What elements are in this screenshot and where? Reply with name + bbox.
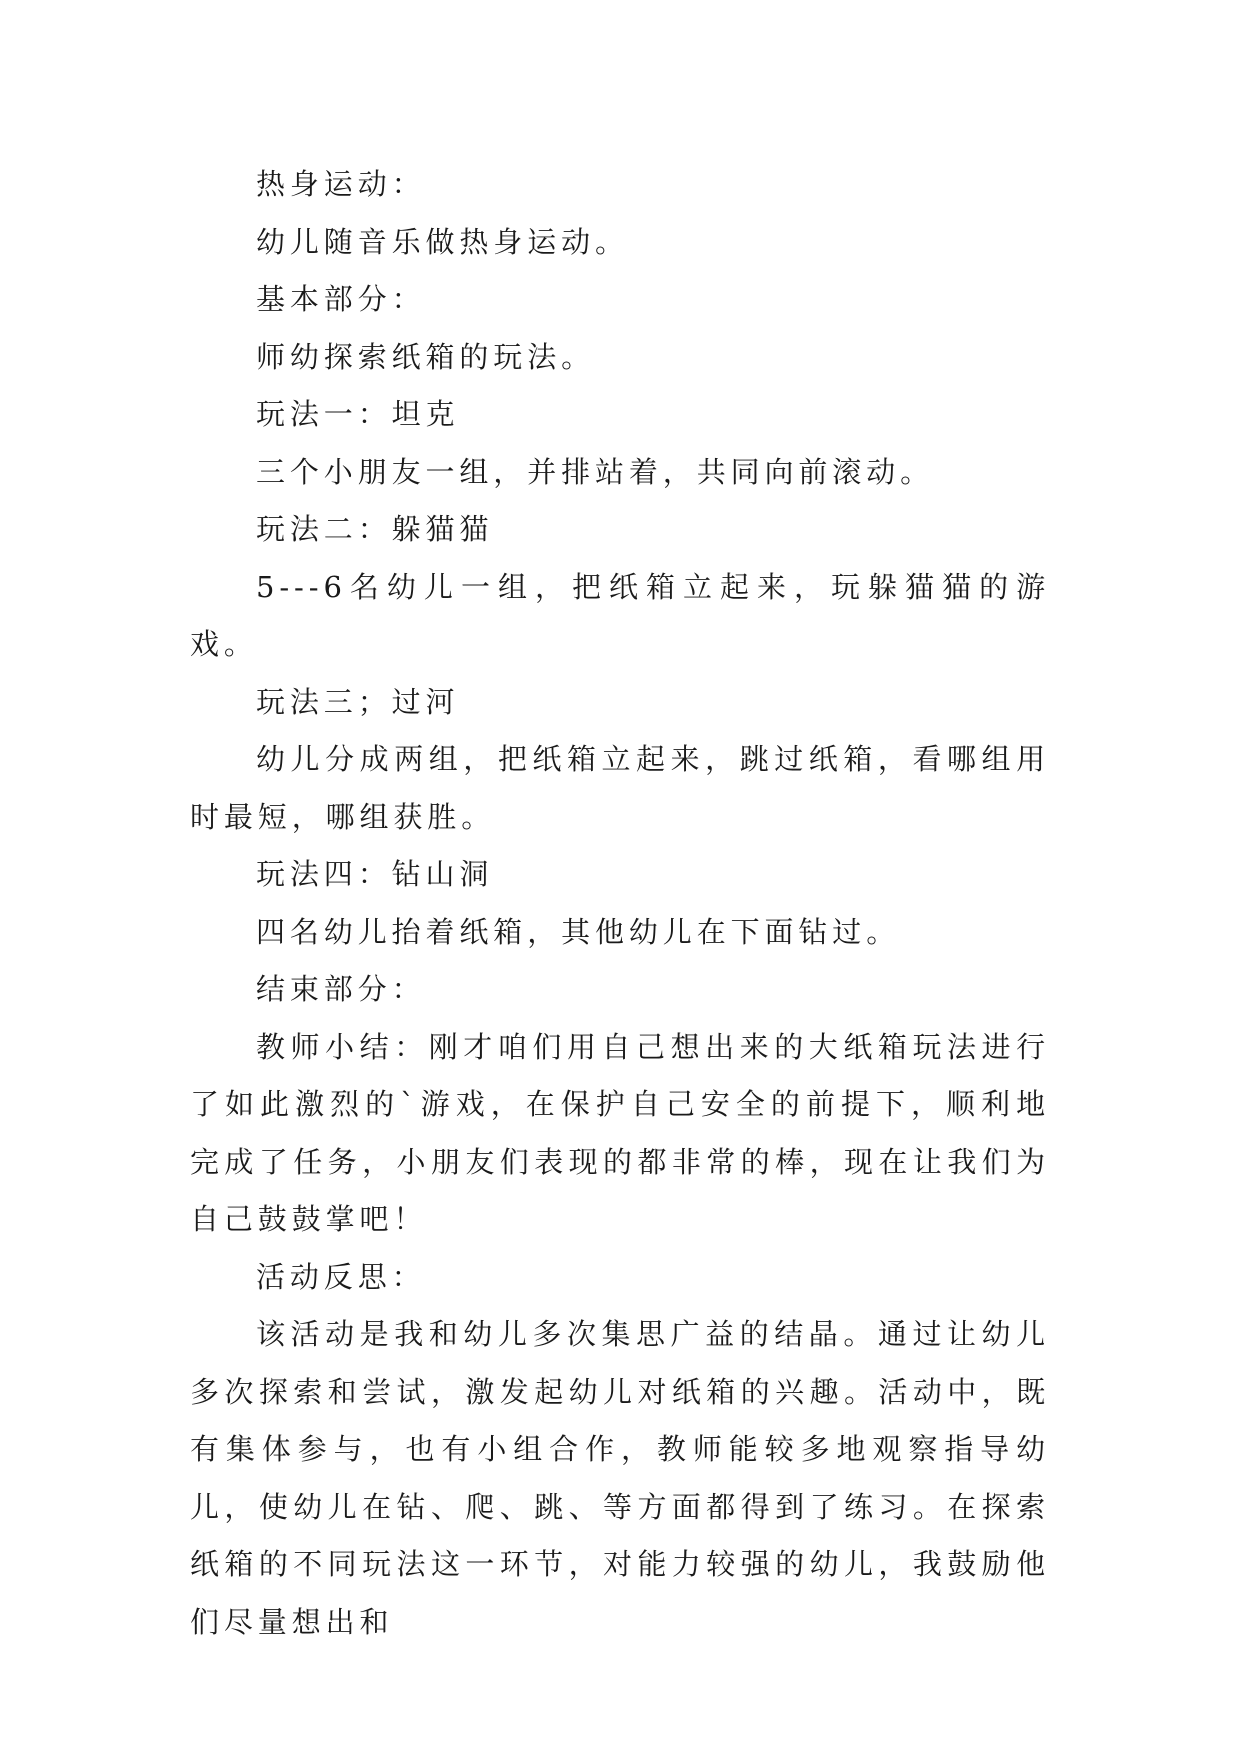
paragraph-play-3: 幼儿分成两组，把纸箱立起来，跳过纸箱，看哪组用时最短，哪组获胜。	[190, 742, 1050, 834]
heading-play-3: 玩法三；过河	[256, 684, 460, 719]
heading-play-4: 玩法四：钻山洞	[256, 857, 494, 891]
paragraph-play-4: 四名幼儿抬着纸箱，其他幼儿在下面钻过。	[256, 914, 901, 949]
heading-play-2: 玩法二：躲猫猫	[256, 512, 494, 546]
heading-warmup: 热身运动：	[256, 167, 426, 201]
heading-ending: 结束部分：	[256, 972, 426, 1006]
heading-main-part: 基本部分：	[256, 282, 426, 316]
heading-play-1: 玩法一：坦克	[256, 397, 460, 431]
paragraph-explore: 师幼探索纸箱的玩法。	[256, 339, 596, 374]
paragraph-warmup: 幼儿随音乐做热身运动。	[256, 224, 629, 259]
heading-reflection: 活动反思：	[256, 1259, 426, 1294]
paragraph-reflection: 该活动是我和幼儿多次集思广益的结晶。通过让幼儿多次探索和尝试，激发起幼儿对纸箱的兴趣。活动中，既有集体参与，也有小组合作，教师能较多地观察指导幼儿，使幼儿在钻、爬、跳、等方面都得到了练习。在探索纸箱的不同玩法这一环节，对能力较强的幼儿，我鼓励他们尽量想出和	[190, 1317, 1050, 1639]
paragraph-summary: 教师小结：刚才咱们用自己想出来的大纸箱玩法进行了如此激烈的`游戏，在保护自己安全的前提下，顺利地完成了任务，小朋友们表现的都非常的棒，现在让我们为自己鼓鼓掌吧！	[190, 1029, 1050, 1236]
paragraph-play-1: 三个小朋友一组，并排站着，共同向前滚动。	[256, 454, 935, 489]
paragraph-play-2: 5---6名幼儿一组，把纸箱立起来，玩躲猫猫的游戏。	[190, 569, 1050, 661]
document-page	[190, 156, 1050, 1651]
